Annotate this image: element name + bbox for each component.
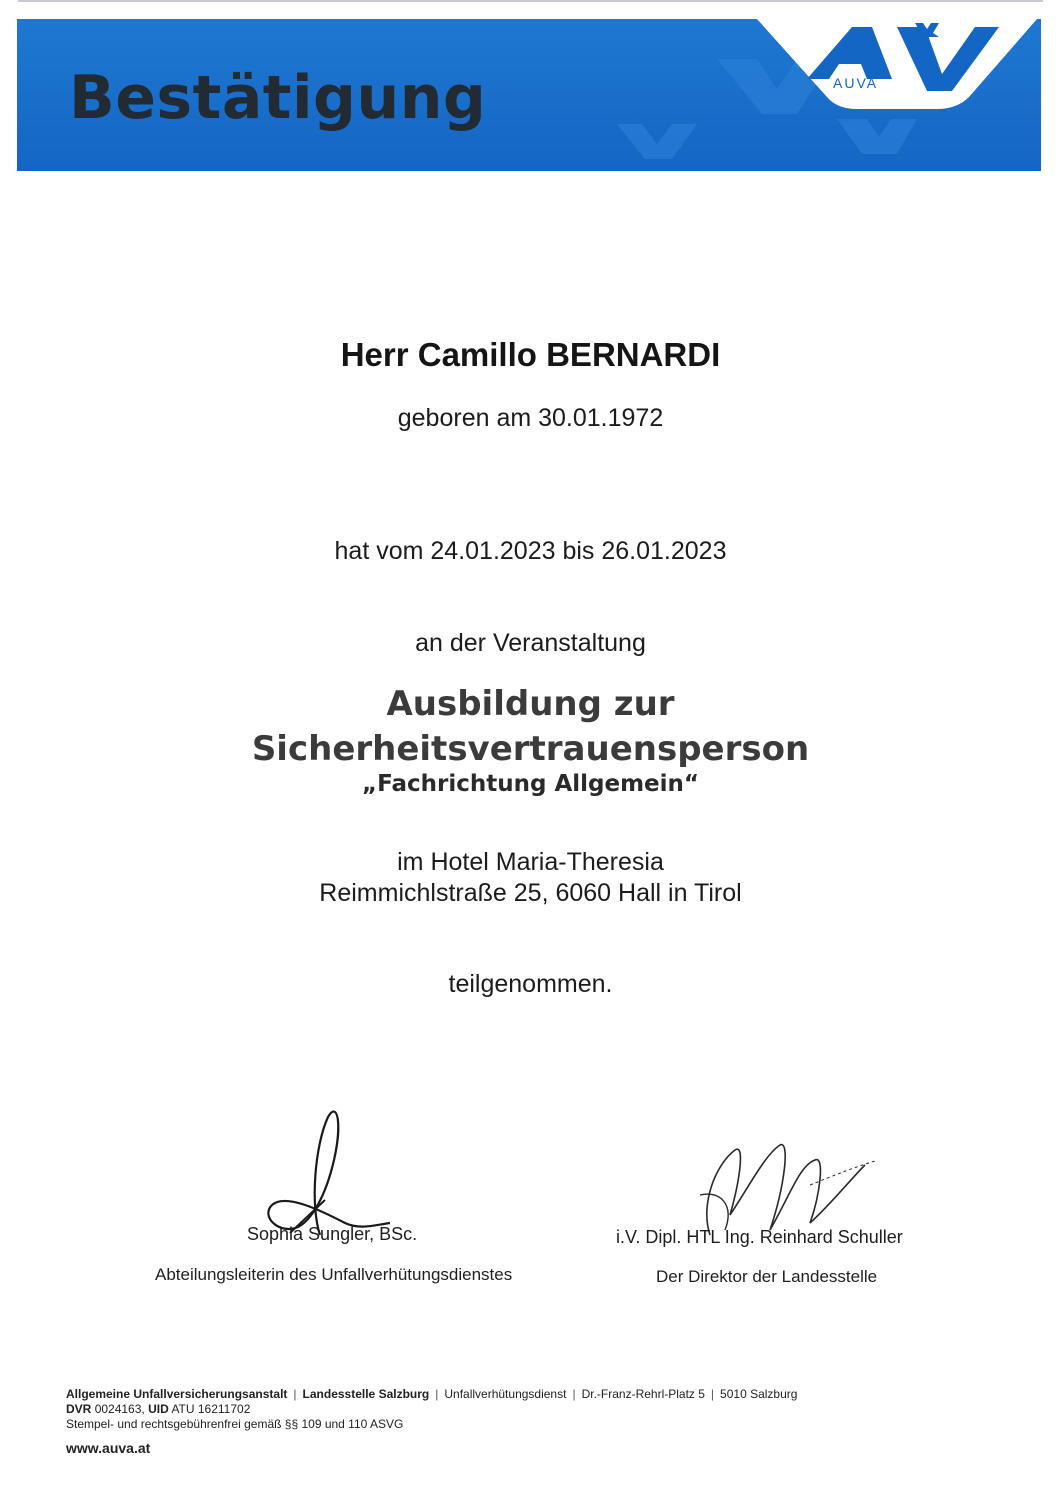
signatory-1-name: Sophia Sungler, BSc.	[247, 1224, 418, 1244]
footer-stamp-note: Stempel- und rechtsgebührenfrei gemäß §§ 109 und 110 ASVG	[66, 1417, 404, 1431]
document-title: Bestätigung	[69, 63, 487, 133]
signatory-2-role: Der Direktor der Landesstelle	[656, 1267, 878, 1286]
top-rule	[18, 0, 1043, 2]
venue-name: im Hotel Maria-Theresia	[397, 848, 664, 876]
footer-street: Dr.-Franz-Rehrl-Platz 5	[581, 1387, 705, 1401]
footer-service: Unfallverhütungsdienst	[444, 1387, 567, 1401]
participation-statement: teilgenommen.	[448, 970, 613, 998]
website-link[interactable]: www.auva.at	[66, 1440, 151, 1456]
recipient-name: Herr Camillo BERNARDI	[340, 336, 721, 373]
footer-ids-line	[66, 1402, 250, 1416]
event-intro: an der Veranstaltung	[415, 629, 646, 657]
course-specialization: „Fachrichtung Allgemein“	[361, 771, 700, 797]
course-period: hat vom 24.01.2023 bis 26.01.2023	[334, 537, 727, 565]
footer-office: Landesstelle Salzburg	[302, 1387, 430, 1401]
birth-date: geboren am 30.01.1972	[397, 404, 664, 432]
logo-wordmark: AUVA	[833, 75, 879, 91]
venue-address: Reimmichlstraße 25, 6060 Hall in Tirol	[319, 879, 742, 907]
course-title-line2: Sicherheitsvertrauensperson	[251, 729, 810, 769]
footer-dvr-label: DVR	[66, 1402, 92, 1416]
footer-dvr-value: 0024163,	[94, 1402, 145, 1416]
signatory-2-name: i.V. Dipl. HTL Ing. Reinhard Schuller	[616, 1227, 903, 1247]
footer-address-line: Allgemeine Unfallversicherungsanstalt | Landesstelle Salzburg | Unfallverhütungsdienst | Dr.-Franz-Rehrl-Platz 5 | 5010 Salzburg	[66, 1387, 798, 1401]
footer-city: 5010 Salzburg	[720, 1387, 798, 1401]
auva-logo	[737, 19, 1037, 129]
footer-org: Allgemeine Unfallversicherungsanstalt	[66, 1387, 288, 1401]
course-title-line1: Ausbildung zur	[386, 684, 675, 724]
footer-uid-label: UID	[148, 1402, 169, 1416]
header-banner	[17, 19, 1041, 171]
auva-logo-icon	[737, 19, 1037, 129]
signatory-1-role: Abteilungsleiterin des Unfallverhütungsdienstes	[155, 1265, 513, 1284]
footer-uid-value: ATU 16211702	[171, 1402, 251, 1416]
